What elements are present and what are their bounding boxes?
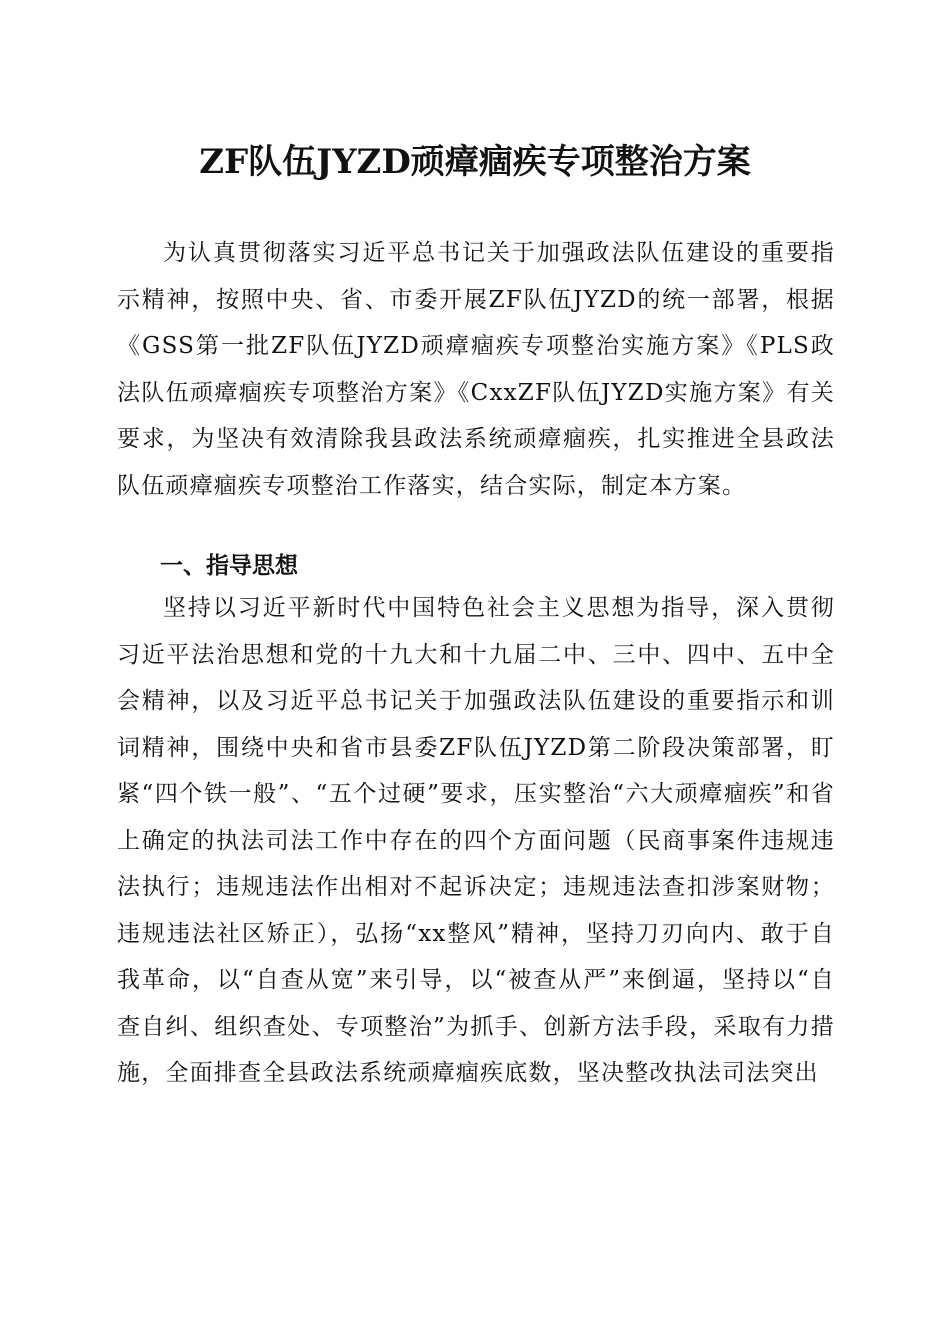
guiding-ideology-paragraph: 坚持以习近平新时代中国特色社会主义思想为指导，深入贯彻习近平法治思想和党的十九大和十九届二中、三中、四中、五中全会精神，以及习近平总书记关于加强政法队伍建设的重要指示和训词精神，围绕中央和省市县委ZF队伍JYZD第二阶段决策部署，盯紧“四个铁一般”、“五个过硬”要求，压实整治“六大顽瘴痼疾”和省上确定的执法司法工作中存在的四个方面问题（民商事案件违规违法执行；违规违法作出相对不起诉决定；违规违法查扣涉案财物；违规违法社区矫正），弘扬“xx整风”精神，坚持刀刃向内、敢于自我革命，以“自查从宽”来引导，以“被查从严”来倒逼，坚持以“自查自纠、组织查处、专项整治”为抓手、创新方法手段，采取有力措施，全面排查全县政法系统顽瘴痼疾底数，坚决整改执法司法突出 (117, 595, 835, 1086)
section-heading-guiding-ideology: 一、指导思想 (160, 553, 298, 579)
document-title: ZF队伍JYZD顽瘴痼疾专项整治方案 (199, 142, 751, 182)
intro-paragraph: 为认真贯彻落实习近平总书记关于加强政法队伍建设的重要指示精神，按照中央、省、市委开展ZF队伍JYZD的统一部署，根据《GSS第一批ZF队伍JYZD顽瘴痼疾专项整治实施方案》《PLS政法队伍顽瘴痼疾专项整治方案》《CxxZF队伍JYZD实施方案》有关要求，为坚决有效清除我县政法系统顽瘴痼疾，扎实推进全县政法队伍顽瘴痼疾专项整治工作落实，结合实际，制定本方案。 (117, 240, 835, 499)
